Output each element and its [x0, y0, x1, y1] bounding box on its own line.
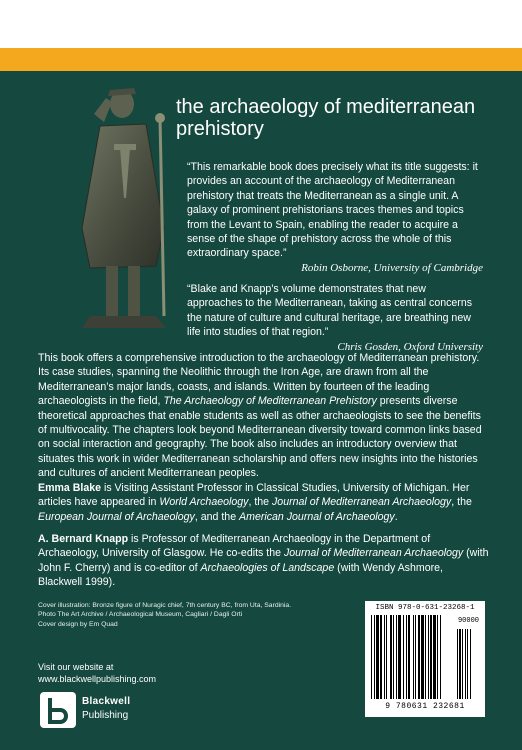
- barcode-addon: 90000: [457, 617, 479, 625]
- blackwell-b-icon: [38, 690, 78, 730]
- barcode-bar: [376, 615, 379, 699]
- barcode-bar: [384, 615, 385, 699]
- bio-text: is Professor of Mediterranean Archaeology in the Department of Archaeology, University of Glasgow. He co-edits the: [38, 533, 431, 560]
- cover-credits: [38, 601, 298, 629]
- title-line-2: prehistory: [176, 118, 264, 140]
- barcode: [365, 601, 485, 717]
- barcode-bar: [396, 615, 397, 699]
- book-description: [38, 351, 490, 481]
- accent-bar: [0, 48, 522, 71]
- barcode-bar: [390, 615, 392, 699]
- barcode-bar: [398, 615, 401, 699]
- barcode-bars: [371, 615, 479, 699]
- bio-text: , the: [451, 496, 472, 509]
- bio-text: , the: [248, 496, 272, 509]
- barcode-bar: [465, 629, 466, 699]
- journal-title: World Archaeology: [159, 496, 249, 509]
- barcode-bar: [374, 615, 375, 699]
- quote-author: Robin Osborne, University of Cambridge: [301, 261, 483, 274]
- barcode-bar: [403, 615, 404, 699]
- bio-text: (with Wendy Ashmore, Blackwell 1999).: [38, 561, 443, 589]
- book-title: [176, 96, 475, 140]
- author-name: Emma Blake: [38, 482, 102, 494]
- credit-line: Cover design by Em Quad: [38, 620, 118, 628]
- isbn-number: ISBN 978-0-631-23268-1: [375, 604, 475, 612]
- journal-title: European Journal of Archaeology: [38, 510, 195, 523]
- bronze-figure-image: [60, 78, 190, 338]
- credit-line: Cover illustration: Bronze figure of Nuragic chief, 7th century BC, from Uta, Sardinia.: [38, 602, 292, 609]
- bio-text: .: [394, 510, 398, 523]
- book-title-italic: The Archaeology of Mediterranean Prehistory: [163, 395, 377, 408]
- credit-line: Photo The Art Archive / Archaeological Museum, Cagliari / Dagli Orti: [38, 611, 243, 619]
- barcode-bar: [440, 615, 441, 699]
- barcode-bar: [425, 615, 426, 699]
- barcode-bar: [413, 615, 414, 699]
- bio-text: is Visiting Assistant Professor in Classical Studies, University of Michigan. Her articles have appeared in: [38, 482, 470, 509]
- barcode-bar: [421, 615, 424, 699]
- barcode-bar: [406, 615, 407, 699]
- review-quote: [187, 160, 483, 275]
- barcode-bar: [470, 629, 471, 699]
- author-bio-blake: [38, 481, 490, 524]
- publisher-name: Blackwell: [82, 696, 131, 707]
- website-url[interactable]: www.blackwellpublishing.com: [38, 674, 157, 684]
- barcode-bar: [386, 615, 387, 699]
- publisher-subname: Publishing: [82, 710, 129, 721]
- publisher-logo: [38, 690, 158, 732]
- barcode-bar: [457, 629, 458, 699]
- title-line-1: the archaeology of mediterranean: [176, 96, 476, 118]
- barcode-digits: 9 780631 232681: [385, 702, 465, 711]
- website-info: [38, 661, 156, 685]
- barcode-bar: [428, 615, 429, 699]
- barcode-bar: [433, 615, 436, 699]
- barcode-bar: [467, 629, 468, 699]
- journal-title: American Journal of Archaeology: [239, 510, 395, 523]
- journal-title: Journal of Mediterranean Archaeology: [283, 547, 464, 560]
- top-white-band: [0, 0, 522, 48]
- barcode-bar: [462, 629, 463, 699]
- desc-text: presents diverse theoretical approaches that enable students as well as other archaeologists to see the benefits of multivocality. The chapters look beyond Mediterranean diversity toward common links based on social interaction and geography. The book also includes an introductory overview that situates this work in wider Mediterranean scholarship and offers new insights into the histories and cultures of ancient Mediterranean peoples.: [38, 395, 482, 480]
- review-quote: [187, 282, 483, 354]
- barcode-bar: [393, 615, 394, 699]
- barcode-bar: [418, 615, 420, 699]
- website-label: Visit our website at: [38, 662, 114, 672]
- quote-text: “This remarkable book does precisely what its title suggests: it provides an account of the archaeology of Mediterranean prehistory that treats the Mediterranean as a single unit. A galaxy of prominent prehistorians traces themes and topics from the Levant to Spain, enabling the reader to acquire a sense of the shape of prehistory across the whole of this extraordinary space.”: [187, 161, 478, 260]
- quote-text: “Blake and Knapp’s volume demonstrates that new approaches to the Mediterranean, taking as central concerns the nature of culture and cultural heritage, are breathing new life into studies of that region.”: [187, 283, 473, 339]
- journal-title: Journal of Mediterranean Archaeology: [272, 496, 452, 509]
- barcode-bar: [408, 615, 410, 699]
- barcode-bar: [371, 615, 372, 699]
- barcode-bar: [437, 615, 438, 699]
- quote-author: Chris Gosden, Oxford University: [337, 340, 483, 353]
- barcode-bar: [415, 615, 416, 699]
- author-name: A. Bernard Knapp: [38, 533, 129, 545]
- desc-text: This book offers a comprehensive introduction to the archaeology of Mediterranean prehistory. Its case studies, spanning the Neolithic through the Iron Age, are drawn from all the Mediterranean’s major lands, coasts, and islands. Written by fourteen of the leading archaeologists in the field,: [38, 352, 480, 408]
- barcode-bar: [459, 629, 461, 699]
- barcode-bar: [380, 615, 382, 699]
- barcode-bar: [430, 615, 432, 699]
- bio-text: , and the: [194, 510, 240, 523]
- author-bio-knapp: [38, 532, 490, 590]
- book-title-italic: Archaeologies of Landscape: [200, 561, 335, 574]
- bio-text: (with John F. Cherry) and is co-editor of: [38, 547, 489, 574]
